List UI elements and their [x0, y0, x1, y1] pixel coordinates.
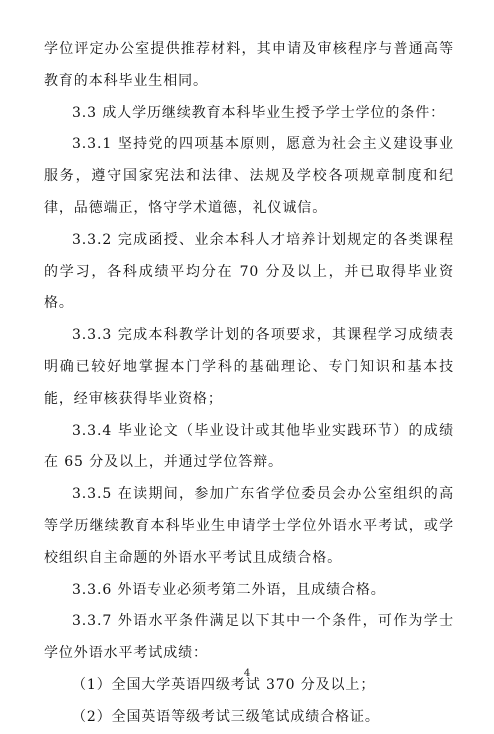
- clause-3-3-7: 3.3.7 外语水平条件满足以下其中一个条件，可作为学士学位外语水平考试成绩：: [44, 613, 454, 662]
- page-number: 4: [243, 668, 251, 679]
- section-heading-3-3: 3.3 成人学历继续教育本科毕业生授予学士学位的条件：: [72, 104, 446, 121]
- paragraph-continuation: 学位评定办公室提供推荐材料，其申请及审核程序与普通高等教育的本科毕业生相同。: [44, 41, 454, 89]
- clause-3-3-4: 3.3.4 毕业论文（毕业设计或其他毕业实践环节）的成绩在 65 分及以上，并通过学位答辩。: [44, 422, 454, 471]
- list-item-1: （1）全国大学英语四级考试 370 分及以上；: [72, 676, 376, 693]
- clause-3-3-5: 3.3.5 在读期间，参加广东省学位委员会办公室组织的高等学历继续教育本科毕业生申请学士学位外语水平考试，或学校组织自主命题的外语水平考试且成绩合格。: [44, 486, 454, 566]
- clause-3-3-3: 3.3.3 完成本科教学计划的各项要求，其课程学习成绩表明确已较好地掌握本门学科的基础理论、专门知识和基本技能，经审核获得毕业资格；: [44, 327, 454, 407]
- clause-3-3-1: 3.3.1 坚持党的四项基本原则，愿意为社会主义建设事业服务，遵守国家宪法和法律、法规及学校各项规章制度和纪律，品德端正，恪守学术道德，礼仪诚信。: [44, 136, 454, 216]
- clause-3-3-2: 3.3.2 完成函授、业余本科人才培养计划规定的各类课程的学习，各科成绩平均分在 70 分及以上，并已取得毕业资格。: [44, 231, 454, 312]
- list-item-2: （2）全国英语等级考试三级笔试成绩合格证。: [72, 708, 380, 725]
- clause-3-3-6: 3.3.6 外语专业必须考第二外语，且成绩合格。: [72, 581, 386, 598]
- document-body: [44, 34, 454, 734]
